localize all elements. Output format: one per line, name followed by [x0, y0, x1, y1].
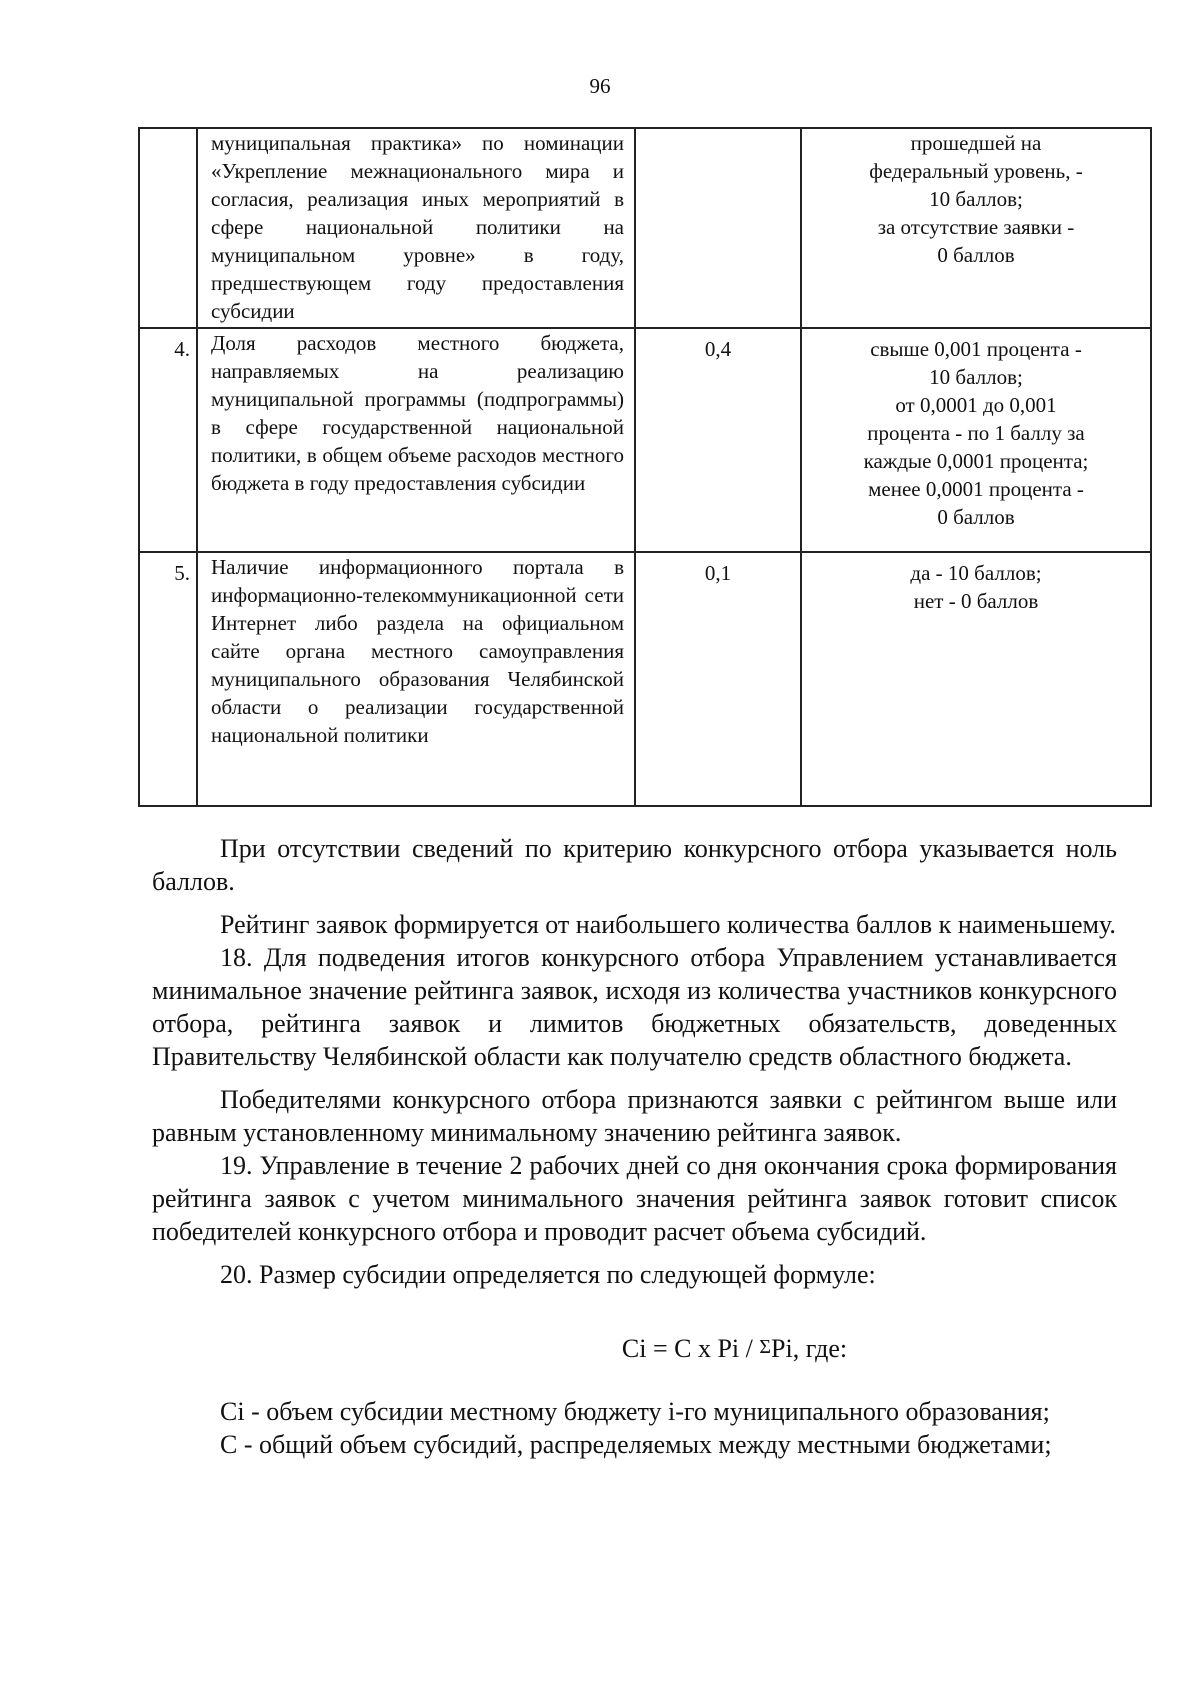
table-row: [139, 128, 1151, 328]
criterion-name: Наличие информационного портала в информационно-телекоммуникационной сети Интернет либо раздела на официальном сайте органа местного самоуправления муниципального образования Челябинской области о реализации государственной национальной политики: [197, 552, 635, 806]
table-row: [139, 552, 1151, 806]
scoring-line: нет - 0 баллов: [913, 589, 1039, 613]
scoring-line: свыше 0,001 процента -: [870, 337, 1082, 361]
sigma-symbol: Σ: [759, 1336, 772, 1358]
subsidy-formula: [152, 1331, 1117, 1365]
paragraph: 20. Размер субсидии определяется по следующей формуле:: [220, 1260, 876, 1289]
paragraph: 19. Управление в течение 2 рабочих дней со дня окончания срока формирования рейтинга заявок с учетом минимального значения рейтинга заявок готовит список победителей конкурсного отбора и проводит расчет объема субсидий.: [152, 1151, 1117, 1246]
paragraph: Победителями конкурсного отбора признаются заявки с рейтингом выше или равным установленному минимальному значению рейтинга заявок.: [152, 1085, 1117, 1147]
paragraph: При отсутствии сведений по критерию конкурсного отбора указывается ноль баллов.: [152, 834, 1117, 896]
row-number: 4.: [139, 328, 197, 552]
formula-left: Ci = C x Pi /: [621, 1334, 760, 1363]
paragraph: C - общий объем субсидий, распределяемых между местными бюджетами;: [220, 1430, 1052, 1459]
table-row: [139, 328, 1151, 552]
row-number: [139, 128, 197, 328]
scoring-line: 0 баллов: [937, 505, 1015, 529]
row-number: 5.: [139, 552, 197, 806]
criterion-scoring: [801, 328, 1151, 552]
scoring-line: 0 баллов: [937, 243, 1015, 267]
criterion-name: Доля расходов местного бюджета, направляемых на реализацию муниципальной программы (подпрограммы) в сфере государственной национальной политики, в общем объеме расходов местного бюджета в году предоставления субсидии: [197, 328, 635, 552]
criterion-scoring: [801, 552, 1151, 806]
paragraph: Рейтинг заявок формируется от наибольшего количества баллов к наименьшему.: [220, 910, 1116, 939]
criteria-table: [138, 127, 1152, 807]
scoring-line: прошедшей на: [910, 131, 1042, 155]
criterion-weight: 0,1: [635, 552, 801, 806]
scoring-line: процента - по 1 баллу за: [867, 421, 1085, 445]
formula-right: Pi, где:: [771, 1334, 848, 1363]
scoring-line: за отсутствие заявки -: [877, 215, 1075, 239]
paragraph: Ci - объем субсидии местному бюджету i-го муниципального образования;: [220, 1397, 1050, 1426]
scoring-line: да - 10 баллов;: [910, 561, 1042, 585]
scoring-line: менее 0,0001 процента -: [868, 477, 1084, 501]
document-body: [152, 832, 1117, 1461]
scoring-line: 10 баллов;: [929, 365, 1023, 389]
criterion-weight: 0,4: [635, 328, 801, 552]
paragraph: 18. Для подведения итогов конкурсного отбора Управлением устанавливается минимальное значение рейтинга заявок, исходя из количества участников конкурсного отбора, рейтинга заявок и лимитов бюджетных обязательств, доведенных Правительству Челябинской области как получателю средств областного бюджета.: [152, 943, 1117, 1071]
criterion-name: муниципальная практика» по номинации «Укрепление межнационального мира и согласия, реализация иных мероприятий в сфере национальной политики на муниципальном уровне» в году, предшествующем году предоставления субсидии: [197, 128, 635, 328]
scoring-line: 10 баллов;: [929, 187, 1023, 211]
scoring-line: федеральный уровень, -: [869, 159, 1083, 183]
scoring-line: каждые 0,0001 процента;: [863, 449, 1089, 473]
page-number: 96: [589, 74, 611, 98]
criterion-weight: [635, 128, 801, 328]
scoring-line: от 0,0001 до 0,001: [895, 393, 1057, 417]
criterion-scoring: [801, 128, 1151, 328]
